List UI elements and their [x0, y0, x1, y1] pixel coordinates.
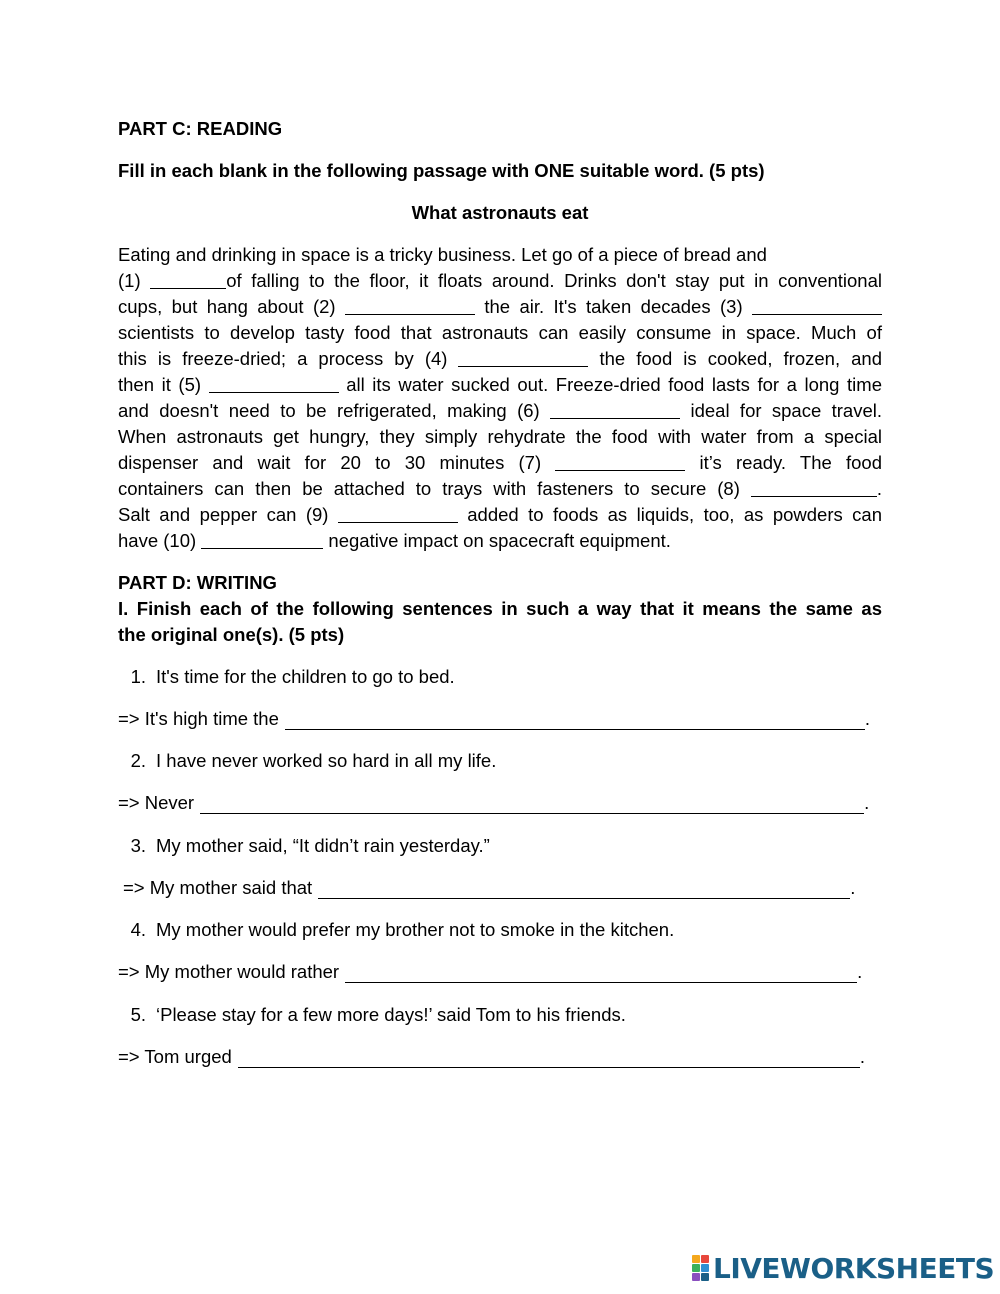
blank-6[interactable]	[550, 399, 680, 419]
passage-line	[118, 268, 882, 294]
answer-line-1[interactable]	[285, 709, 865, 730]
passage-text: added to foods as liquids, too, as powders can	[457, 504, 882, 525]
passage-text: of falling to the floor, it floats around. Drinks don't stay put in conventional	[226, 270, 882, 291]
passage-line	[118, 450, 882, 476]
blank-5[interactable]	[209, 373, 339, 393]
answer-row-3	[123, 877, 855, 899]
item-number: 4.	[130, 919, 146, 940]
passage-text: the food is cooked, frozen, and	[588, 348, 882, 369]
logo-mark-icon	[692, 1255, 709, 1281]
passage-line	[118, 294, 882, 320]
answer-end: .	[857, 961, 863, 982]
passage-text: Eating and drinking in space is a tricky business. Let go of a piece of bread and	[118, 244, 767, 265]
passage-line	[118, 346, 882, 372]
passage-line	[118, 502, 882, 528]
passage-text: When astronauts get hungry, they simply rehydrate the food with water from a special	[118, 426, 882, 447]
answer-line-5[interactable]	[238, 1047, 860, 1068]
blank-9[interactable]	[338, 503, 458, 523]
answer-end: .	[864, 708, 871, 729]
writing-item-5	[124, 1004, 626, 1026]
blank-8[interactable]	[751, 477, 877, 497]
passage-line	[118, 320, 882, 346]
passage-text: ideal for space travel.	[680, 400, 883, 421]
answer-prompt: => Tom urged	[118, 1046, 232, 1067]
logo-text: LIVEWORKSHEETS	[713, 1251, 995, 1285]
item-sentence: My mother would prefer my brother not to smoke in the kitchen.	[156, 919, 675, 940]
answer-prompt: => My mother would rather	[118, 961, 340, 982]
writing-item-2	[124, 750, 496, 772]
passage-text: and doesn't need to be refrigerated, making (6)	[118, 400, 551, 421]
answer-line-4[interactable]	[345, 962, 857, 983]
passage-line	[118, 372, 882, 398]
answer-row-5	[118, 1046, 865, 1068]
blank-7[interactable]	[555, 451, 685, 471]
passage-text: it’s ready. The food	[685, 452, 882, 473]
blank-2[interactable]	[345, 295, 475, 315]
passage-text: scientists to develop tasty food that astronauts can easily consume in space. Much of	[118, 322, 882, 343]
answer-end: .	[864, 792, 870, 813]
passage-line	[118, 242, 882, 268]
blank-3[interactable]	[752, 295, 882, 315]
passage-line	[118, 424, 882, 450]
passage-line	[118, 476, 882, 502]
answer-end: .	[859, 1046, 865, 1067]
answer-row-2	[118, 792, 869, 814]
passage-text: then it (5)	[118, 374, 209, 395]
passage-text: the air. It's taken decades (3)	[474, 296, 752, 317]
item-number: 5.	[130, 1004, 146, 1025]
answer-prompt: => My mother said that	[123, 877, 313, 898]
item-number: 1.	[130, 666, 146, 687]
reading-passage	[118, 242, 882, 554]
item-number: 3.	[130, 835, 146, 856]
part-d-instruction-line1: I. Finish each of the following sentences in such a way that it means the same as	[118, 598, 882, 619]
passage-text: Salt and pepper can (9)	[118, 504, 338, 525]
passage-text: dispenser and wait for 20 to 30 minutes (7)	[118, 452, 556, 473]
answer-line-2[interactable]	[200, 793, 864, 814]
logo-square	[692, 1273, 700, 1281]
passage-line	[118, 398, 882, 424]
passage-title: What astronauts eat	[411, 202, 589, 223]
answer-line-3[interactable]	[318, 878, 850, 899]
answer-prompt: => It's high time the	[118, 708, 279, 729]
part-d-instruction-line2: the original one(s). (5 pts)	[118, 624, 345, 645]
logo-square	[692, 1255, 700, 1263]
passage-text: all its water sucked out. Freeze-dried food lasts for a long time	[338, 374, 882, 395]
passage-text: .	[876, 478, 882, 499]
blank-4[interactable]	[458, 347, 588, 367]
logo-square	[692, 1264, 700, 1272]
item-sentence: It's time for the children to go to bed.	[156, 666, 455, 687]
liveworksheets-logo[interactable]	[692, 1250, 994, 1286]
blank-1[interactable]	[150, 269, 226, 289]
writing-item-3	[124, 835, 490, 857]
logo-square	[701, 1264, 709, 1272]
answer-row-4	[118, 961, 862, 983]
passage-line	[118, 528, 882, 554]
passage-text: cups, but hang about (2)	[118, 296, 345, 317]
answer-prompt: => Never	[118, 792, 195, 813]
logo-square	[701, 1255, 709, 1263]
item-sentence: ‘Please stay for a few more days!’ said Tom to his friends.	[156, 1004, 626, 1025]
answer-row-1	[118, 708, 870, 730]
part-c-instruction: Fill in each blank in the following passage with ONE suitable word. (5 pts)	[118, 160, 765, 181]
blank-10[interactable]	[201, 529, 323, 549]
item-number: 2.	[130, 750, 146, 771]
passage-text: have (10)	[118, 530, 202, 551]
item-sentence: My mother said, “It didn’t rain yesterday.”	[156, 835, 490, 856]
writing-item-4	[124, 919, 674, 941]
logo-square	[701, 1273, 709, 1281]
part-c-heading: PART C: READING	[118, 118, 283, 139]
item-sentence: I have never worked so hard in all my life.	[156, 750, 497, 771]
passage-text: this is freeze-dried; a process by (4)	[118, 348, 459, 369]
part-d-heading: PART D: WRITING	[118, 572, 277, 593]
writing-item-1	[124, 666, 455, 688]
passage-text: containers can then be attached to trays with fasteners to secure (8)	[118, 478, 751, 499]
passage-text: (1)	[118, 270, 151, 291]
answer-end: .	[850, 877, 856, 898]
passage-text: negative impact on spacecraft equipment.	[323, 530, 671, 551]
